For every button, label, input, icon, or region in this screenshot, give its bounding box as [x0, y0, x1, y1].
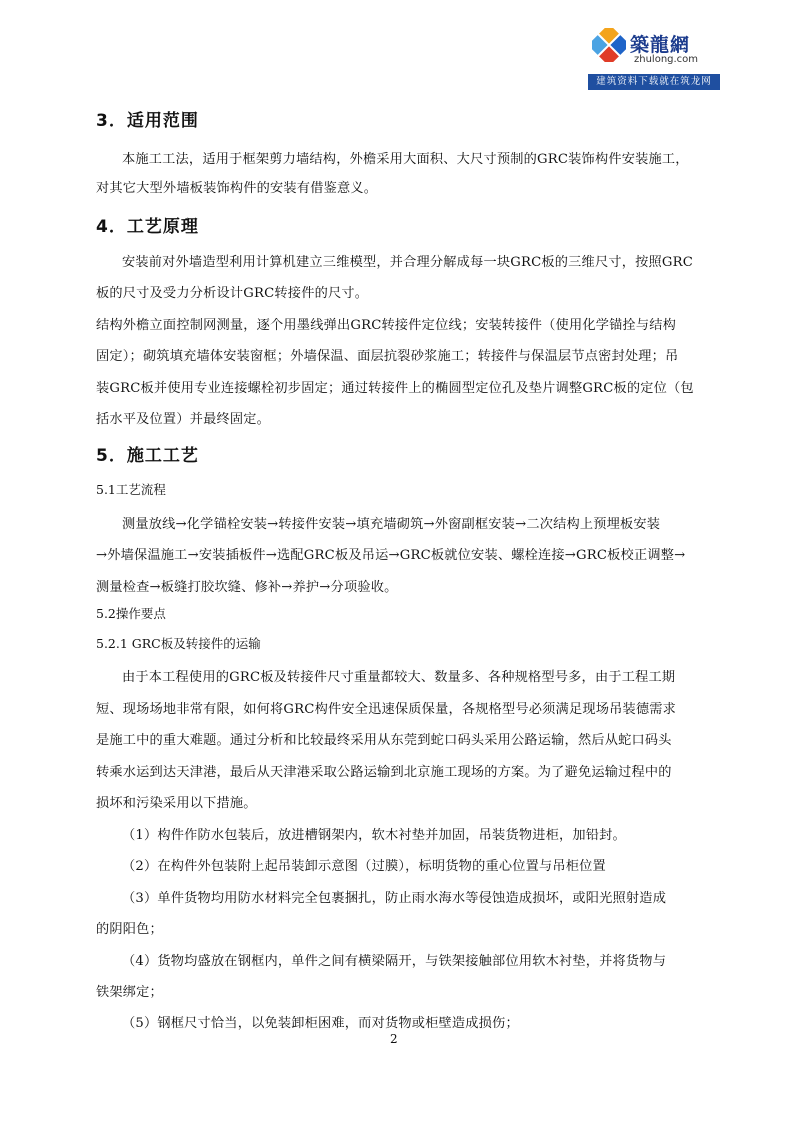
logo-url: zhulong.com	[634, 54, 699, 65]
subsection-5-2-heading: 5.2操作要点	[96, 606, 166, 621]
section-3-line: 本施工工法，适用于框架剪力墙结构，外檐采用大面积、大尺寸预制的GRC装饰构件安装施工，	[122, 152, 689, 167]
list-item: （2）在构件外包装附上起吊装卸示意图（过膜），标明货物的重心位置与吊柜位置	[122, 859, 606, 874]
page-number: 2	[390, 1032, 398, 1046]
paragraph-line: 损坏和污染采用以下措施。	[96, 796, 257, 811]
logo-slogan: 建筑资料下载就在筑龙网	[588, 74, 720, 90]
subsection-5-2-1-heading: 5.2.1 GRC板及转接件的运输	[96, 636, 261, 651]
zhulong-logo	[588, 22, 720, 92]
list-item: （3）单件货物均用防水材料完全包裹捆扎，防止雨水海水等侵蚀造成损坏，或阳光照射造成	[122, 891, 667, 906]
logo-mark-icon	[592, 28, 626, 62]
section-4-line: 安装前对外墙造型利用计算机建立三维模型，并合理分解成每一块GRC板的三维尺寸，按照GRC	[122, 255, 694, 270]
section-4-line: 括水平及位置）并最终固定。	[96, 412, 271, 427]
section-4-line: 装GRC板并使用专业连接螺栓初步固定；通过转接件上的椭圆型定位孔及垫片调整GRC板的定位（包	[96, 381, 694, 396]
paragraph-line: 转乘水运到达天津港，最后从天津港采取公路运输到北京施工现场的方案。为了避免运输过程中的	[96, 765, 672, 780]
list-item: （4）货物均盛放在钢框内，单件之间有横梁隔开，与铁架接触部位用软木衬垫，并将货物与	[122, 954, 667, 969]
list-item-continuation: 的阴阳色；	[96, 922, 163, 937]
list-item: （5）钢框尺寸恰当，以免装卸柜困难，而对货物或柜壁造成损伤；	[122, 1016, 519, 1031]
subsection-5-1-heading: 5.1工艺流程	[96, 482, 166, 497]
section-4-line: 结构外檐立面控制网测量，逐个用墨线弹出GRC转接件定位线；安装转接件（使用化学锚拴与结构	[96, 318, 677, 333]
section-5-heading: 5．施工工艺	[96, 446, 199, 466]
paragraph-line: 是施工中的重大难题。通过分析和比较最终采用从东莞到蛇口码头采用公路运输，然后从蛇口码头	[96, 733, 672, 748]
flow-line: 测量检查→板缝打胶坎缝、修补→养护→分项验收。	[96, 580, 398, 595]
flow-line: 测量放线→化学锚栓安装→转接件安装→填充墙砌筑→外窗副框安装→二次结构上预埋板安装	[122, 517, 661, 532]
list-item: （1）构件作防水包装后，放进槽钢架内，软木衬垫并加固，吊装货物进柜，加铅封。	[122, 828, 626, 843]
section-3-heading: 3．适用范围	[96, 111, 199, 131]
logo-name: 築龍網	[630, 34, 691, 56]
list-item-continuation: 铁架绑定；	[96, 985, 163, 1000]
section-3-line: 对其它大型外墙板装饰构件的安装有借鉴意义。	[96, 181, 378, 196]
flow-line: →外墙保温施工→安装插板件→选配GRC板及吊运→GRC板就位安装、螺栓连接→GRC板校正调整→	[96, 548, 686, 563]
section-4-heading: 4．工艺原理	[96, 217, 199, 237]
section-4-line: 板的尺寸及受力分析设计GRC转接件的尺寸。	[96, 286, 369, 301]
paragraph-line: 短、现场场地非常有限，如何将GRC构件安全迅速保质保量，各规格型号必须满足现场吊装德需求	[96, 702, 677, 717]
section-4-line: 固定）；砌筑填充墙体安装窗框；外墙保温、面层抗裂砂浆施工；转接件与保温层节点密封处理；吊	[96, 349, 679, 364]
paragraph-line: 由于本工程使用的GRC板及转接件尺寸重量都较大、数量多、各种规格型号多，由于工程工期	[122, 670, 676, 685]
